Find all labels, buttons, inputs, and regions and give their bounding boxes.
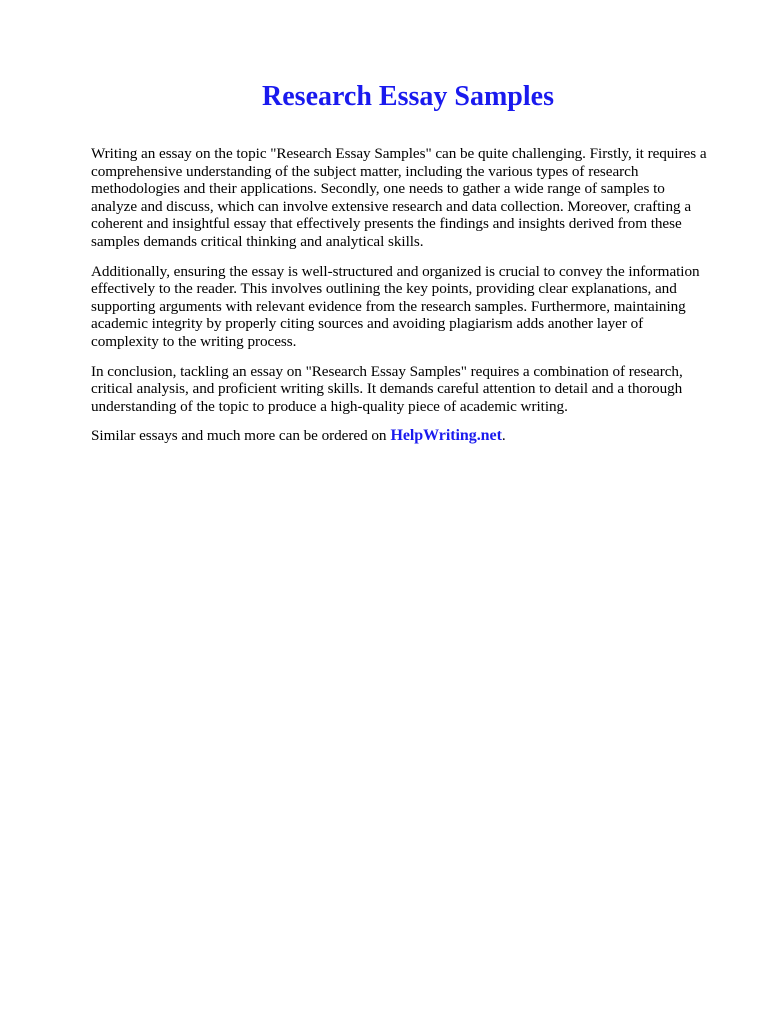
paragraph-line: supporting arguments with relevant evidence from the research samples. Furthermore, maintaining xyxy=(91,297,686,315)
paragraph-line: understanding of the topic to produce a high-quality piece of academic writing. xyxy=(91,397,568,415)
helpwriting-link[interactable]: HelpWriting.net xyxy=(390,427,502,445)
page-title: Research Essay Samples xyxy=(262,81,554,112)
paragraph-2 xyxy=(91,263,741,351)
paragraph-1 xyxy=(91,145,741,251)
paragraph-line: effectively to the reader. This involves outlining the key points, providing clear explanations, and xyxy=(91,280,677,298)
paragraph-line: Additionally, ensuring the essay is well-structured and organized is crucial to convey the information xyxy=(91,262,700,280)
paragraph-line: samples demands critical thinking and analytical skills. xyxy=(91,232,424,250)
paragraph-line: complexity to the writing process. xyxy=(91,332,297,350)
footer-prefix: Similar essays and much more can be ordered on xyxy=(91,427,387,445)
footer-suffix: . xyxy=(501,427,506,445)
paragraph-line: coherent and insightful essay that effectively presents the findings and insights derived from these xyxy=(91,215,682,233)
paragraph-line: analyze and discuss, which can involve extensive research and data collection. Moreover, crafting a xyxy=(91,197,692,215)
paragraph-line: In conclusion, tackling an essay on "Research Essay Samples" requires a combination of research, xyxy=(91,362,683,380)
paragraph-line: Writing an essay on the topic "Research Essay Samples" can be quite challenging. Firstly, it requires a xyxy=(91,145,707,162)
essay-body xyxy=(91,145,741,457)
paragraph-line: comprehensive understanding of the subject matter, including the various types of research xyxy=(91,162,639,180)
paragraph-line: critical analysis, and proficient writing skills. It demands careful attention to detail and a thorough xyxy=(91,380,683,398)
footer-paragraph xyxy=(91,427,741,445)
paragraph-line: academic integrity by properly citing sources and avoiding plagiarism adds another layer of xyxy=(91,315,644,333)
paragraph-line: methodologies and their applications. Secondly, one needs to gather a wide range of samples to xyxy=(91,180,665,198)
paragraph-3 xyxy=(91,363,741,416)
